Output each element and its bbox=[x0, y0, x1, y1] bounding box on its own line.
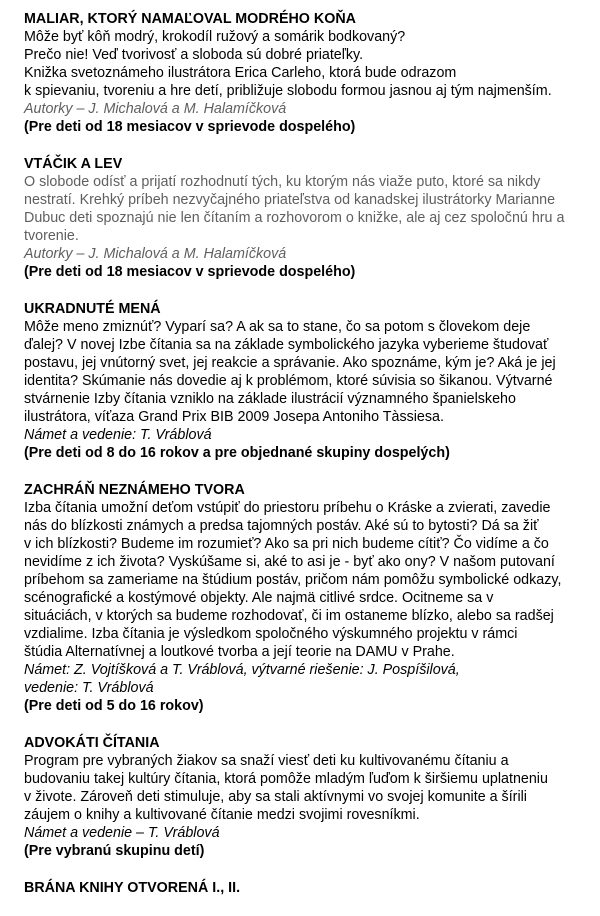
description-line: vzdialime. Izba čítania je výsledkom spoločného výskumného projektu v rámci bbox=[24, 626, 518, 642]
description-line: k spievaniu, tvoreniu a hre detí, približuje slobodu formou jasnou aj tým najmenším. bbox=[24, 83, 552, 99]
document-page bbox=[24, 10, 596, 916]
description-line: Môže byť kôň modrý, krokodíl ružový a somárik bodkovaný? bbox=[24, 29, 406, 45]
description-line: nás do blízkosti známych a predsa tajomných postáv. Aké sú to bytosti? Dá sa žiť bbox=[24, 518, 539, 534]
program-title: MALIAR, KTORÝ NAMAĽOVAL MODRÉHO KOŇA bbox=[24, 11, 356, 27]
description-line: budovaniu takej kultúry čítania, ktorá pomôže mladým ľuďom k širšiemu uplatneniu bbox=[24, 771, 548, 787]
credits-line: Autorky – J. Michalová a M. Halamíčková bbox=[24, 246, 287, 262]
program-section bbox=[24, 734, 596, 860]
program-title: VTÁČIK A LEV bbox=[24, 156, 123, 172]
audience-note: (Pre vybranú skupinu detí) bbox=[24, 843, 205, 859]
program-section bbox=[24, 879, 596, 897]
audience-note: (Pre deti od 18 mesiacov v sprievode dospelého) bbox=[24, 264, 356, 280]
program-title: UKRADNUTÉ MENÁ bbox=[24, 301, 161, 317]
description-line: scénografické a kostýmové objekty. Ale najmä citlivé srdce. Ocitneme sa v bbox=[24, 590, 494, 606]
description-line: Knižka svetoznámeho ilustrátora Erica Carleho, ktorá bude odrazom bbox=[24, 65, 457, 81]
description-line: ďalej? V novej Izbe čítania sa na základe symbolického jazyka vyberieme študovať bbox=[24, 337, 549, 353]
description-line: Prečo nie! Veď tvorivosť a sloboda sú dobré priateľky. bbox=[24, 47, 364, 63]
description-line: Program pre vybraných žiakov sa snaží viesť deti ku kultivovanému čítaniu a bbox=[24, 753, 509, 769]
credits-line: Námet: Z. Vojtíšková a T. Vráblová, výtvarné riešenie: J. Pospíšilová, bbox=[24, 662, 460, 678]
credits-line: Námet a vedenie: T. Vráblová bbox=[24, 427, 212, 443]
program-title: BRÁNA KNIHY OTVORENÁ I., II. bbox=[24, 880, 241, 896]
description-line: situáciách, v ktorých sa budeme rozhodovať, či im ostaneme blízko, alebo sa radšej bbox=[24, 608, 554, 624]
program-section bbox=[24, 300, 596, 462]
description-line: identita? Skúmanie nás dovedie aj k problémom, ktoré súvisia so šikanou. Výtvarné bbox=[24, 373, 553, 389]
description-line: Môže meno zmiznúť? Vyparí sa? A ak sa to stane, čo sa potom s človekom deje bbox=[24, 319, 531, 335]
description-line: v ich blízkosti? Budeme im rozumieť? Ako sa pri nich budeme cítiť? Čo vidíme a čo bbox=[24, 536, 549, 552]
program-section bbox=[24, 481, 596, 715]
description-line: O slobode odísť a prijatí rozhodnutí tých, ku ktorým nás viaže puto, ktoré sa nikdy bbox=[24, 174, 541, 190]
audience-note: (Pre deti od 8 do 16 rokov a pre objednané skupiny dospelých) bbox=[24, 445, 450, 461]
program-section bbox=[24, 10, 596, 136]
description-line: postavu, jej vnútorný svet, jej reakcie a správanie. Ako spoznáme, kým je? Aká je jej bbox=[24, 355, 556, 371]
description-line: Izba čítania umožní deťom vstúpiť do priestoru príbehu o Kráske a zvierati, zavedie bbox=[24, 500, 551, 516]
program-section bbox=[24, 155, 596, 281]
program-title: ZACHRÁŇ NEZNÁMEHO TVORA bbox=[24, 482, 245, 498]
credits-line: vedenie: T. Vráblová bbox=[24, 680, 154, 696]
description-line: v živote. Zároveň deti stimuluje, aby sa stali aktívnymi vo svojej komunite a šírili bbox=[24, 789, 527, 805]
credits-line: Autorky – J. Michalová a M. Halamíčková bbox=[24, 101, 287, 117]
description-line: štúdia Alternatívnej a loutkové tvorba a její teorie na DAMU v Prahe. bbox=[24, 644, 455, 660]
description-line: stvárnenie Izby čítania vzniklo na základe ilustrácií významného španielskeho bbox=[24, 391, 516, 407]
program-title: ADVOKÁTI ČÍTANIA bbox=[24, 735, 160, 751]
description-line: tvorenie. bbox=[24, 228, 79, 244]
credits-line: Námet a vedenie – T. Vráblová bbox=[24, 825, 220, 841]
description-line: nevidíme z ich života? Vyskúšame si, aké to asi je - byť ako ony? V našom putovaní bbox=[24, 554, 555, 570]
description-line: záujem o knihy a kultivované čítanie medzi svojimi rovesníkmi. bbox=[24, 807, 420, 823]
description-line: nestratí. Krehký príbeh nezvyčajného priateľstva od kanadskej ilustrátorky Marianne bbox=[24, 192, 556, 208]
description-line: príbehom sa zameriame na štúdium postáv, pričom nám pomôžu symbolické odkazy, bbox=[24, 572, 562, 588]
description-line: Dubuc deti spoznajú nie len čítaním a rozhovorom o knižke, ale aj cez spoločnú hru a bbox=[24, 210, 565, 226]
audience-note: (Pre deti od 5 do 16 rokov) bbox=[24, 698, 204, 714]
description-line: ilustrátora, víťaza Grand Prix BIB 2009 Josepa Antoniho Tàssiesa. bbox=[24, 409, 444, 425]
audience-note: (Pre deti od 18 mesiacov v sprievode dospelého) bbox=[24, 119, 356, 135]
